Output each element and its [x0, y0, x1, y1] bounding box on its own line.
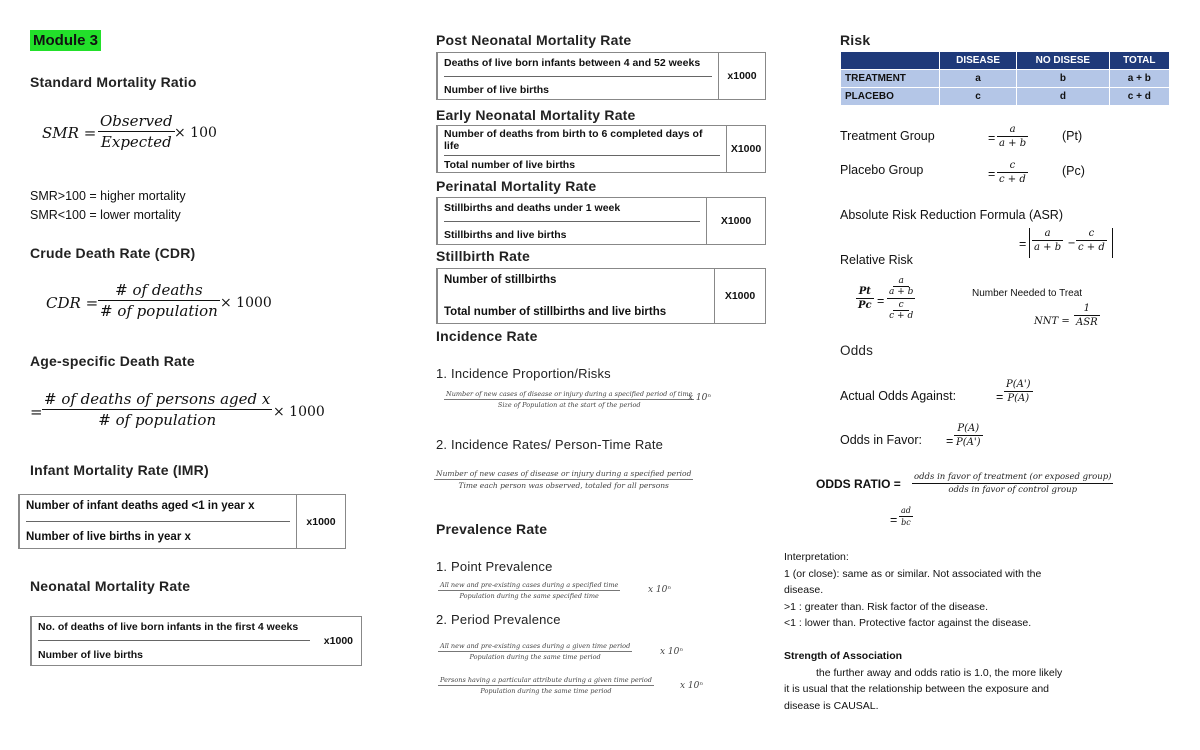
rr-compound-fraction [887, 276, 915, 321]
odds-against-denominator: P(A) [1007, 393, 1030, 404]
smr-multiplier: × 100 [174, 125, 217, 141]
risk-table-header [841, 52, 1170, 70]
prevalence-f1-numerator: All new and pre-existing cases during a specified time [440, 581, 619, 589]
treatment-denominator: a + b [999, 138, 1027, 149]
rr-denominator: Pc [858, 300, 872, 311]
risk-table-cell: TREATMENT [841, 70, 940, 88]
risk-table-cell: PLACEBO [841, 88, 940, 106]
cdr-fraction [98, 281, 220, 320]
risk-table-header-cell: NO DISESE [1017, 52, 1110, 70]
imr-heading: Infant Mortality Rate (IMR) [30, 462, 209, 478]
odds-against-numerator: P(A') [1006, 379, 1031, 390]
odds-favor-fraction [954, 423, 983, 448]
risk-table-cell: c [940, 88, 1017, 106]
prevalence-f3-denominator: Population during the same time period [480, 687, 612, 695]
odds-favor-numerator: P(A) [957, 423, 980, 434]
pmr-denominator: Stillbirths and live births [444, 228, 567, 241]
arr-d2: c + d [1078, 242, 1105, 253]
odds-ratio-den2: bc [901, 518, 911, 527]
odds-ratio-denominator: odds in favor of control group [948, 485, 1078, 495]
incidence-heading: Incidence Rate [436, 328, 538, 344]
odds-favor-denominator: P(A') [956, 437, 981, 448]
incidence-sub1: 1. Incidence Proportion/Risks [436, 366, 611, 381]
odds-against-eq: = [996, 390, 1004, 404]
incidence-f1-numerator: Number of new cases of disease or injury during a specified period of time [446, 390, 693, 398]
prevalence-f2-numerator: All new and pre-existing cases during a given time period [440, 642, 631, 650]
interpretation-heading: Interpretation: [784, 551, 849, 563]
risk-table-header-cell: TOTAL [1109, 52, 1169, 70]
interpretation-line: <1 : lower than. Protective factor against the disease. [784, 617, 1032, 629]
sbr-heading: Stillbirth Rate [436, 248, 531, 264]
incidence-rate-formula [434, 469, 693, 490]
prevalence-heading: Prevalence Rate [436, 521, 548, 537]
risk-table [840, 51, 1170, 106]
point-prevalence-formula [438, 581, 620, 600]
rr-eq: = [877, 294, 885, 308]
imr-denominator: Number of live births in year x [26, 531, 191, 544]
odds-ratio-label: ODDS RATIO = [816, 477, 901, 491]
treatment-fraction [997, 124, 1028, 149]
interpretation-line: >1 : greater than. Risk factor of the disease. [784, 600, 988, 613]
cdr-lhs: CDR = [46, 294, 99, 312]
enmr-heading: Early Neonatal Mortality Rate [436, 107, 636, 123]
prevalence-f1-multiplier: x 10ⁿ [648, 585, 672, 595]
risk-table-cell: c + d [1109, 88, 1169, 106]
nmr-denominator: Number of live births [38, 649, 144, 662]
odds-heading: Odds [840, 343, 874, 358]
risk-table-cell: a [940, 70, 1017, 88]
treatment-group-label: Treatment Group [840, 129, 935, 143]
arr-fraction-2 [1076, 228, 1107, 253]
rr-d2: c + d [889, 311, 914, 321]
interpretation-line: disease. [784, 584, 824, 596]
risk-table-cell: d [1017, 88, 1110, 106]
pmr-numerator: Stillbirths and deaths under 1 week [444, 201, 621, 214]
risk-table-row [841, 88, 1170, 106]
odds-favor-eq: = [946, 434, 954, 448]
odds-ratio-numerator: odds in favor of treatment (or exposed group) [914, 472, 1112, 482]
pnmr-heading: Post Neonatal Mortality Rate [436, 32, 632, 48]
sbr-multiplier: X1000 [714, 269, 765, 323]
risk-table-row [841, 70, 1170, 88]
pnmr-numerator: Deaths of live born infants between 4 and 52 weeks [444, 56, 701, 69]
strength-line: the further away and odds ratio is 1.0, the more likely [816, 666, 1063, 679]
prevalence-f3-numerator: Persons having a particular attribute during a given time period [440, 676, 652, 684]
odds-ratio-fraction [912, 472, 1113, 495]
risk-table-header-cell: DISEASE [940, 52, 1017, 70]
enmr-denominator: Total number of live births [444, 158, 576, 171]
pnmr-multiplier: x1000 [718, 53, 765, 99]
arr-minus: − [1068, 236, 1076, 250]
period-prevalence-formula-a [438, 642, 632, 661]
pnmr-formula-box [436, 52, 766, 100]
placebo-tag: (Pc) [1062, 164, 1085, 178]
interpretation-line: 1 (or close): same as or similar. Not associated with the [784, 567, 1042, 580]
prevalence-f2-multiplier: x 10ⁿ [660, 647, 684, 657]
placebo-group-label: Placebo Group [840, 163, 924, 177]
enmr-numerator: Number of deaths from birth to 6 completed days of life [444, 127, 703, 152]
pmr-multiplier: X1000 [706, 198, 765, 244]
treatment-numerator: a [1009, 124, 1016, 135]
incidence-proportion-formula [444, 390, 694, 409]
smr-heading: Standard Mortality Ratio [30, 74, 197, 90]
asdr-multiplier: × 1000 [273, 404, 325, 420]
strength-line: disease is CAUSAL. [784, 699, 879, 712]
pmr-heading: Perinatal Mortality Rate [436, 178, 597, 194]
risk-table-header-cell [841, 52, 940, 70]
rr-heading: Relative Risk [840, 253, 913, 267]
odds-against-fraction [1004, 379, 1033, 404]
asdr-heading: Age-specific Death Rate [30, 353, 195, 369]
incidence-f2-numerator: Number of new cases of disease or injury during a specified period [436, 469, 692, 478]
smr-note-lower: SMR<100 = lower mortality [30, 208, 181, 222]
risk-heading: Risk [840, 32, 871, 48]
asdr-denominator: # of population [98, 411, 217, 429]
period-prevalence-formula-b [438, 676, 654, 695]
nmr-formula-box [30, 616, 362, 666]
prevalence-f2-denominator: Population during the same time period [469, 653, 601, 661]
nnt-fraction [1074, 303, 1100, 328]
nnt-lhs: NNT = [1034, 316, 1070, 327]
cdr-denominator: # of population [100, 302, 218, 320]
smr-denominator: Expected [100, 133, 172, 151]
sbr-numerator: Number of stillbirths [444, 274, 557, 286]
placebo-denominator: c + d [999, 174, 1026, 185]
strength-block [784, 648, 1062, 714]
rr-d1: a + b [889, 287, 914, 297]
prevalence-sub1: 1. Point Prevalence [436, 559, 553, 574]
arr-n2: c [1088, 228, 1095, 239]
incidence-f1-denominator: Size of Population at the start of the period [497, 401, 641, 409]
cdr-numerator: # of deaths [115, 281, 203, 299]
placebo-eq: = [988, 167, 996, 181]
smr-lhs: SMR = [42, 124, 97, 142]
odds-favor-label: Odds in Favor: [840, 433, 922, 447]
rr-fraction [856, 286, 874, 311]
arr-eq: = [1019, 237, 1027, 251]
rr-numerator: Pt [858, 286, 871, 297]
rr-n1: a [898, 276, 904, 286]
odds-against-label: Actual Odds Against: [840, 389, 957, 403]
smr-numerator: Observed [100, 112, 173, 130]
treatment-tag: (Pt) [1062, 129, 1083, 143]
nnt-label: Number Needed to Treat [972, 288, 1083, 299]
sbr-denominator: Total number of stillbirths and live births [444, 306, 667, 318]
smr-note-higher: SMR>100 = higher mortality [30, 189, 186, 203]
cdr-heading: Crude Death Rate (CDR) [30, 245, 196, 261]
strength-line: it is usual that the relationship between the exposure and [784, 683, 1050, 695]
imr-multiplier: x1000 [296, 495, 345, 548]
smr-fraction [98, 112, 175, 151]
placebo-numerator: c [1009, 160, 1016, 171]
nmr-multiplier: x1000 [323, 635, 353, 647]
strength-heading: Strength of Association [784, 650, 903, 662]
arr-n1: a [1044, 228, 1051, 239]
treatment-eq: = [988, 131, 996, 145]
prevalence-f3-multiplier: x 10ⁿ [680, 681, 704, 691]
pnmr-denominator: Number of live births [444, 83, 550, 96]
odds-ratio-eq2: = [890, 513, 898, 527]
asdr-fraction [42, 390, 272, 429]
nnt-numerator: 1 [1083, 303, 1090, 314]
cdr-multiplier: × 1000 [220, 295, 272, 311]
risk-table-cell: b [1017, 70, 1110, 88]
arr-heading: Absolute Risk Reduction Formula (ASR) [840, 208, 1063, 222]
nmr-numerator: No. of deaths of live born infants in the first 4 weeks [38, 620, 299, 633]
incidence-f2-denominator: Time each person was observed, totaled for all persons [458, 481, 669, 490]
arr-d1: a + b [1034, 242, 1062, 253]
risk-table-cell: a + b [1109, 70, 1169, 88]
asdr-numerator: # of deaths of persons aged x [44, 390, 271, 408]
arr-fraction-1 [1032, 228, 1063, 253]
rr-n2: c [898, 300, 904, 310]
imr-formula-box [18, 494, 346, 549]
interpretation-block [784, 549, 1041, 632]
imr-numerator: Number of infant deaths aged <1 in year x [26, 499, 255, 512]
odds-ratio-simplified [899, 506, 913, 527]
incidence-sub2: 2. Incidence Rates/ Person-Time Rate [436, 437, 664, 452]
prevalence-sub2: 2. Period Prevalence [436, 612, 561, 627]
nnt-denominator: ASR [1076, 317, 1098, 328]
odds-ratio-num2: ad [901, 506, 911, 515]
pmr-formula-box [436, 197, 766, 245]
placebo-fraction [997, 160, 1028, 185]
module-label: Module 3 [30, 30, 101, 51]
asdr-lhs: = [30, 403, 43, 421]
enmr-multiplier: X1000 [726, 126, 765, 172]
sbr-formula-box [436, 268, 766, 324]
enmr-formula-box [436, 125, 766, 173]
prevalence-f1-denominator: Population during the same specified time [459, 592, 599, 600]
incidence-f1-multiplier: x 10ⁿ [688, 393, 712, 403]
nmr-heading: Neonatal Mortality Rate [30, 578, 191, 594]
